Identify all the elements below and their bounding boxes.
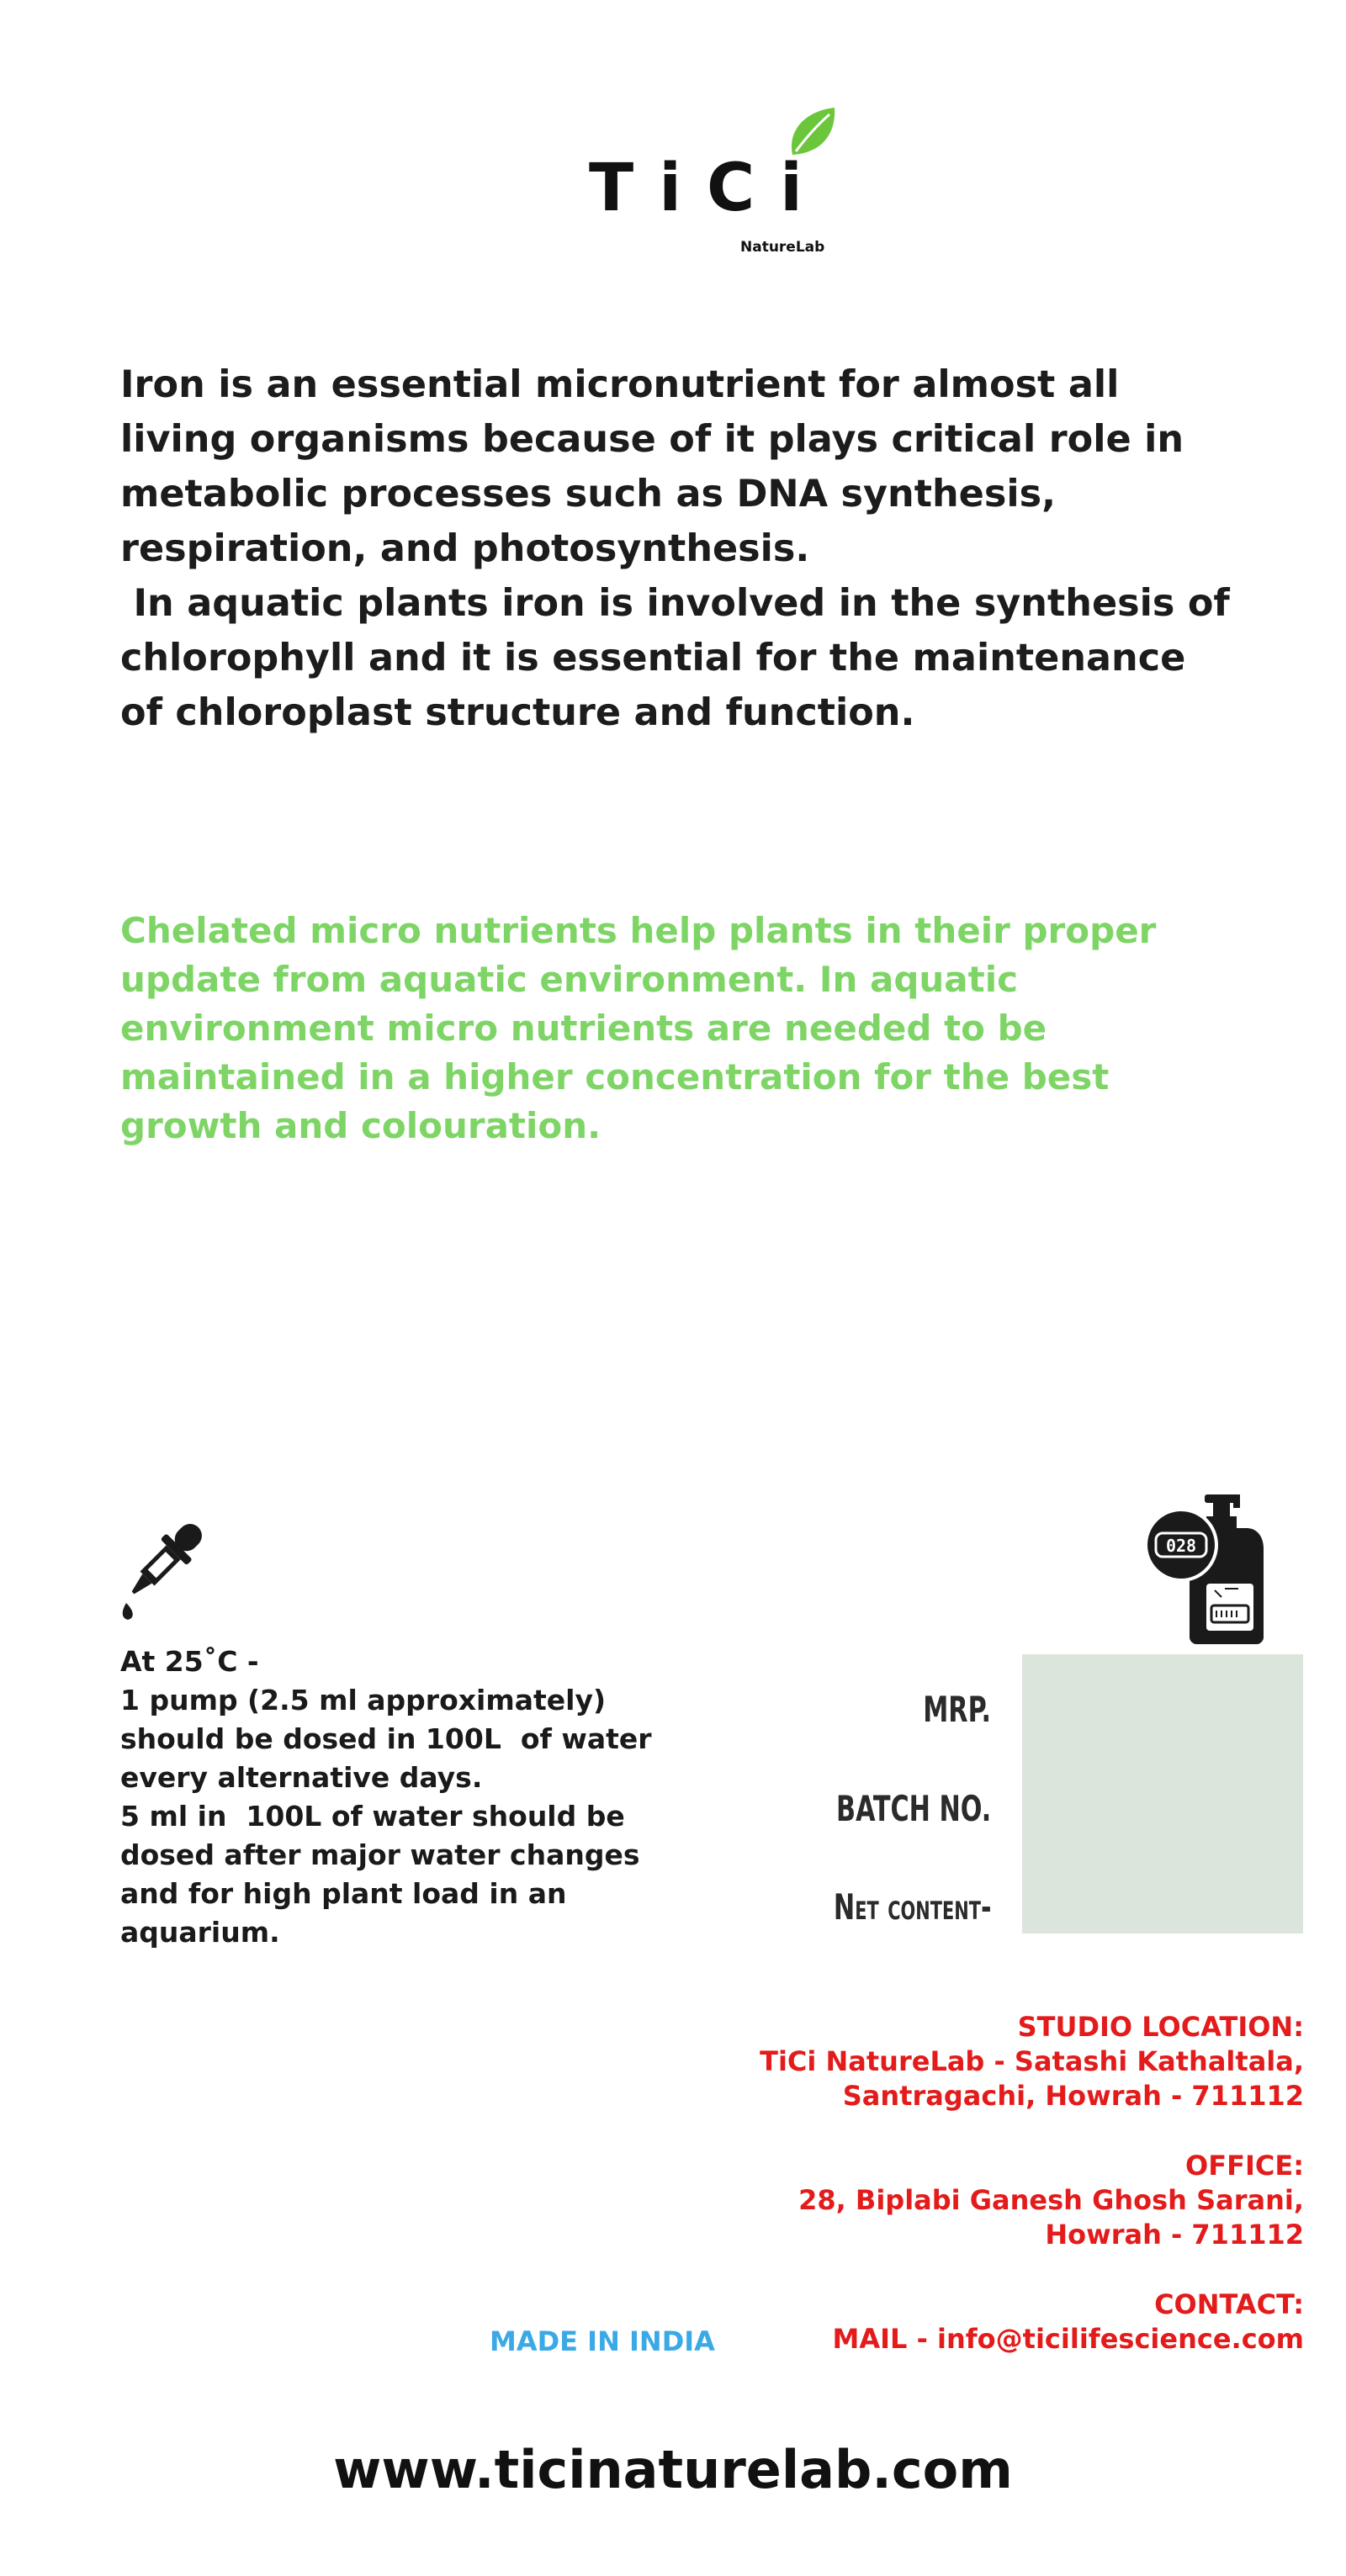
office-heading: OFFICE: bbox=[1185, 2150, 1304, 2182]
dosage-line: dosed after major water changes bbox=[120, 1838, 640, 1871]
dropper-icon bbox=[118, 1521, 205, 1621]
contact-heading: CONTACT: bbox=[1154, 2288, 1304, 2320]
pump-bottle-icon bbox=[1144, 1493, 1270, 1644]
contact-email: MAIL - info@ticilifescience.com bbox=[832, 2323, 1304, 2355]
chelated-nutrients-text: Chelated micro nutrients help plants in their proper update from aquatic environment. In aquatic environment micro nutrients are needed to be maintained in a higher concentration for the best growth and colouration. bbox=[120, 910, 1157, 1146]
studio-heading: STUDIO LOCATION: bbox=[1017, 2011, 1304, 2043]
brand-logo-subtitle: NatureLab bbox=[740, 239, 825, 256]
dosage-line: and for high plant load in an bbox=[120, 1877, 567, 1910]
intro-text bbox=[120, 357, 1243, 740]
dosage-line: At 25˚C - bbox=[120, 1645, 259, 1678]
dosage-line: should be dosed in 100L of water bbox=[120, 1722, 652, 1755]
studio-location bbox=[631, 2010, 1304, 2113]
dosage-line: aquarium. bbox=[120, 1916, 280, 1949]
dosage-line: 5 ml in 100L of water should be bbox=[120, 1800, 625, 1833]
studio-line: TiCi NatureLab - Satashi Kathaltala, bbox=[760, 2045, 1304, 2077]
address-block bbox=[631, 2010, 1304, 2356]
intro-paragraph-2: In aquatic plants iron is involved in the synthesis of chlorophyll and it is essential for the maintenance of chloroplast structure and function. bbox=[120, 582, 1243, 734]
website-url: www.ticinaturelab.com bbox=[333, 2439, 1013, 2500]
office-location bbox=[631, 2149, 1304, 2252]
batch-number-label: BATCH NO. bbox=[835, 1788, 991, 1829]
mrp-label: MRP. bbox=[923, 1689, 991, 1730]
contact-info bbox=[631, 2288, 1304, 2356]
product-info-box bbox=[1022, 1654, 1303, 1933]
bottle-badge-number: 028 bbox=[1165, 1536, 1197, 1556]
studio-line: Santragachi, Howrah - 711112 bbox=[842, 2080, 1304, 2112]
office-line: Howrah - 711112 bbox=[1045, 2219, 1304, 2251]
intro-paragraph-1: Iron is an essential micronutrient for almost all living organisms because of it plays critical role in metabolic processes such as DNA synthesis, respiration, and photosynthesis. bbox=[120, 363, 1197, 570]
dosage-line: 1 pump (2.5 ml approximately) bbox=[120, 1684, 607, 1716]
brand-logo-wordmark: TiCi bbox=[589, 151, 828, 226]
dosage-instructions bbox=[120, 1642, 659, 1952]
leaf-icon bbox=[787, 106, 838, 158]
made-in-india-label: MADE IN INDIA bbox=[490, 2325, 715, 2357]
dosage-line: every alternative days. bbox=[120, 1761, 483, 1794]
net-content-label: Net content- bbox=[833, 1886, 991, 1928]
office-line: 28, Biplabi Ganesh Ghosh Sarani, bbox=[798, 2184, 1304, 2216]
